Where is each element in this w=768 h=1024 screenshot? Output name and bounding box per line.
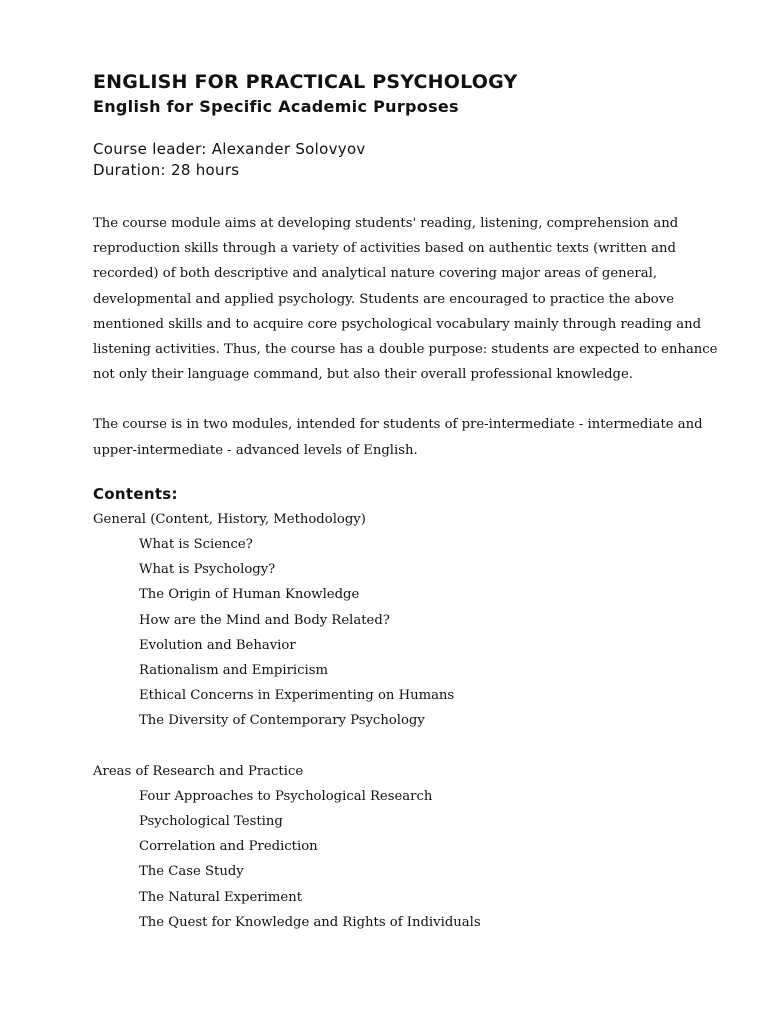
- topic-item: The Origin of Human Knowledge: [139, 587, 360, 603]
- topic-item: The Case Study: [139, 864, 244, 880]
- section-title: Areas of Research and Practice: [93, 763, 304, 779]
- topic-item: Four Approaches to Psychological Research: [139, 788, 433, 804]
- topic-item: Rationalism and Empiricism: [139, 663, 328, 679]
- topic-item: The Quest for Knowledge and Rights of Individuals: [139, 914, 481, 930]
- topic-item: Psychological Testing: [139, 814, 283, 830]
- document-page: [93, 68, 723, 935]
- topic-item: What is Science?: [139, 537, 253, 553]
- topic-item: What is Psychology?: [139, 562, 276, 578]
- course-leader: Course leader: Alexander Solovyov: [93, 140, 366, 158]
- contents-section-general: [93, 507, 723, 734]
- document-subtitle: English for Specific Academic Purposes: [93, 97, 459, 116]
- section-title: General (Content, History, Methodology): [93, 511, 366, 527]
- topic-item: Evolution and Behavior: [139, 637, 296, 653]
- topic-item: Correlation and Prediction: [139, 839, 318, 855]
- topic-item: The Natural Experiment: [139, 889, 302, 905]
- topic-item: How are the Mind and Body Related?: [139, 612, 390, 628]
- topic-item: Ethical Concerns in Experimenting on Humans: [139, 688, 455, 704]
- topic-item: The Diversity of Contemporary Psychology: [139, 713, 425, 729]
- course-meta: [93, 139, 723, 181]
- contents-heading: Contents:: [93, 484, 178, 503]
- document-title: ENGLISH FOR PRACTICAL PSYCHOLOGY: [93, 71, 518, 93]
- modules-paragraph: The course is in two modules, intended for students of pre-intermediate - intermediate and upper-intermediate - advanced levels of English.: [93, 417, 703, 458]
- description-paragraph: The course module aims at developing students' reading, listening, comprehension and reproduction skills through a variety of activities based on authentic texts (written and recorded) of both descriptive and analytical nature covering major areas of general, developmental and applied psychology. Students are encouraged to practice the above mentioned skills and to acquire core psychological vocabulary mainly through reading and listening activities. Thus, the course has a double purpose: students are expected to enhance not only their language command, but also their overall professional knowledge.: [93, 216, 718, 383]
- course-duration: Duration: 28 hours: [93, 161, 240, 179]
- contents-section-research: [93, 759, 723, 935]
